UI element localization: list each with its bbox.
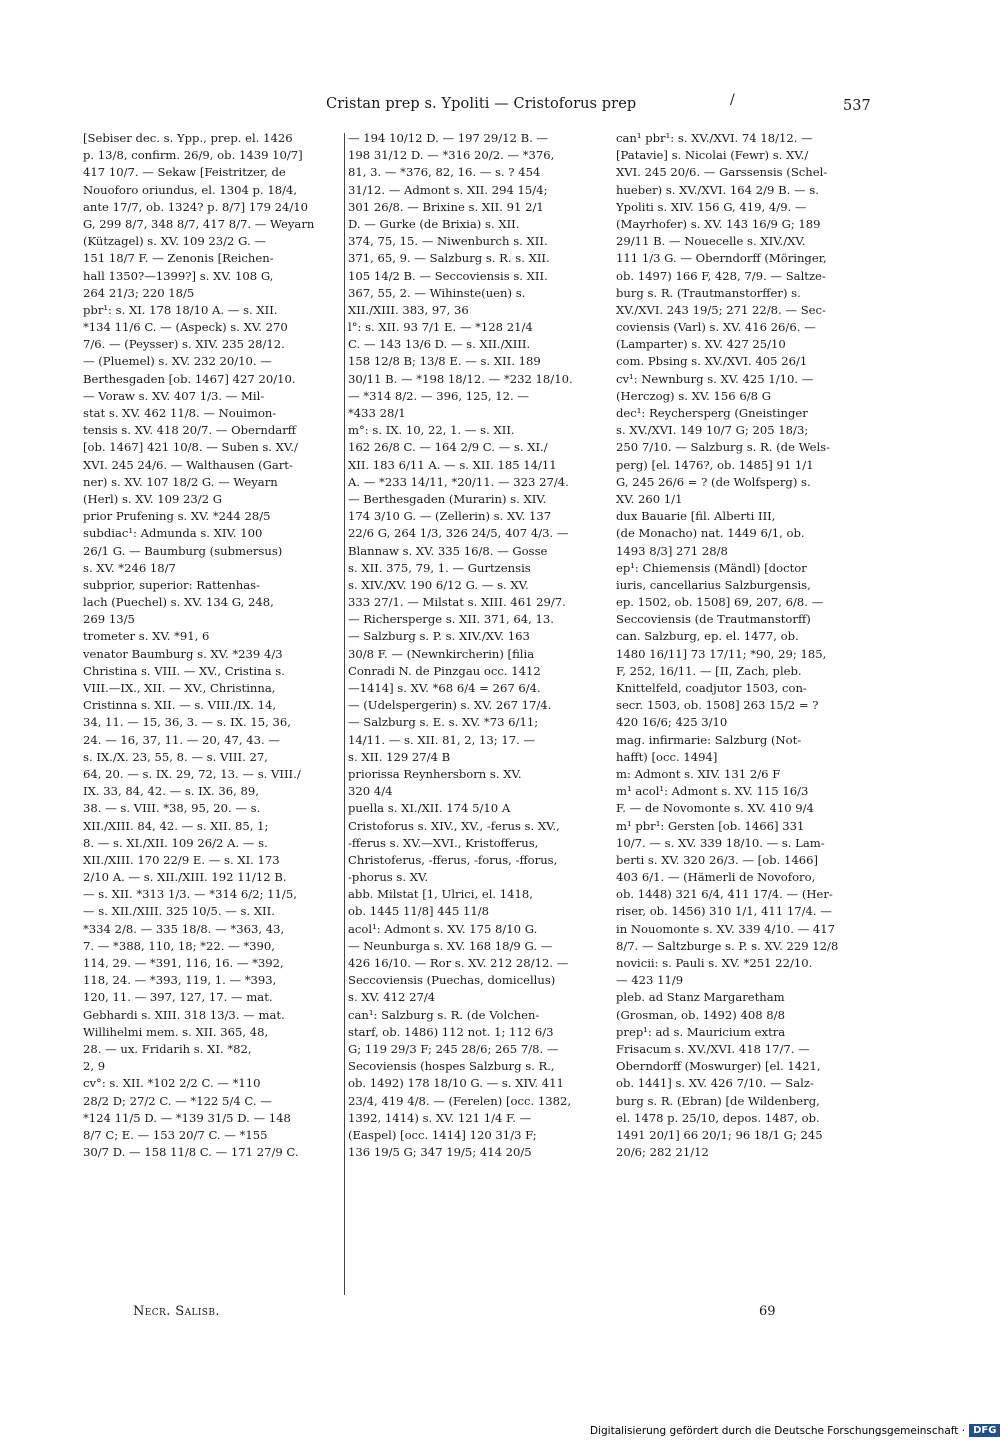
text-line: *134 11/6 C. — (Aspeck) s. XV. 270 [83, 320, 288, 335]
text-line: [ob. 1467] 421 10/8. — Suben s. XV./ [83, 440, 298, 455]
text-line: 371, 65, 9. — Salzburg s. R. s. XII. [348, 251, 550, 266]
text-line: F. — de Novomonte s. XV. 410 9/4 [616, 801, 814, 816]
text-line: F, 252, 16/11. — [II, Zach, pleb. [616, 663, 802, 678]
text-line: burg s. R. (Ebran) [de Wildenberg, [616, 1093, 820, 1108]
text-line: 8/7. — Saltzburge s. P. s. XV. 229 12/8 [616, 938, 839, 953]
text-line: Berthesgaden [ob. 1467] 427 20/10. [83, 371, 296, 386]
text-line: C. — 143 13/6 D. — s. XII./XIII. [348, 337, 531, 352]
text-line: novicii: s. Pauli s. XV. *251 22/10. [616, 956, 813, 970]
text-line: 1392, 1414) s. XV. 121 1/4 F. — [348, 1110, 532, 1125]
text-line: (Kützagel) s. XV. 109 23/2 G. — [83, 234, 266, 249]
text-line: 34, 11. — 15, 36, 3. — s. IX. 15, 36, [83, 715, 291, 730]
text-line: prep¹: ad s. Mauricium extra [616, 1024, 786, 1039]
text-line: — 423 11/9 [616, 973, 684, 988]
text-line: -fferus s. XV.—XVI., Kristofferus, [348, 835, 539, 850]
text-line: priorissa Reynhersborn s. XV. [348, 766, 522, 781]
text-line: Willihelmi mem. s. XII. 365, 48, [83, 1024, 269, 1039]
text-line: m¹ acol¹: Admont s. XV. 115 16/3 [616, 784, 809, 799]
text-column-3 [616, 130, 881, 1161]
text-line: p. 13/8, confirm. 26/9, ob. 1439 10/7] [83, 148, 303, 163]
text-line: starf, ob. 1486) 112 not. 1; 112 6/3 [348, 1024, 554, 1039]
text-line: (Herl) s. XV. 109 23/2 G [83, 491, 223, 506]
text-column-2 [348, 130, 613, 1161]
text-line: berti s. XV. 320 26/3. — [ob. 1466] [616, 852, 818, 867]
text-line: (Herczog) s. XV. 156 6/8 G [616, 388, 771, 403]
text-line: -phorus s. XV. [348, 870, 429, 885]
text-line: m¹ pbr¹: Gersten [ob. 1466] 331 [616, 818, 805, 833]
text-line: [Patavie] s. Nicolai (Fewr) s. XV./ [616, 148, 809, 163]
page-number: 537 [843, 98, 871, 114]
text-line: 250 7/10. — Salzburg s. R. (de Wels- [616, 440, 831, 455]
text-line: in Nouomonte s. XV. 339 4/10. — 417 [616, 921, 835, 936]
text-line: Conradi N. de Pinzgau occ. 1412 [348, 663, 541, 678]
text-line: s. XIV./XV. 190 6/12 G. — s. XV. [348, 577, 529, 592]
text-line: Christoferus, -fferus, -forus, -fforus, [348, 852, 558, 867]
text-line: Cristoforus s. XIV., XV., -ferus s. XV., [348, 818, 560, 833]
text-line: 64, 20. — s. IX. 29, 72, 13. — s. VIII./ [83, 766, 301, 781]
text-line: G, 299 8/7, 348 8/7, 417 8/7. — Weyarn [83, 216, 315, 231]
text-line: coviensis (Varl) s. XV. 416 26/6. — [616, 320, 816, 335]
text-line: Nouoforo oriundus, el. 1304 p. 18/4, [83, 182, 298, 197]
text-line: s. XII. 375, 79, 1. — Gurtzensis [348, 560, 531, 575]
text-line: — Neunburga s. XV. 168 18/9 G. — [348, 938, 553, 953]
text-line: cv°: s. XII. *102 2/2 C. — *110 [83, 1076, 261, 1091]
text-line: 111 1/3 G. — Oberndorff (Möringer, [616, 251, 827, 266]
text-line: 269 13/5 [83, 612, 135, 627]
text-line: 333 27/1. — Milstat s. XIII. 461 29/7. [348, 595, 566, 610]
text-line: can. Salzburg, ep. el. 1477, ob. [616, 629, 799, 644]
text-line: burg s. R. (Trautmanstorffer) s. [616, 285, 801, 300]
text-line: 136 19/5 G; 347 19/5; 414 20/5 [348, 1145, 532, 1160]
text-line: Secoviensis (hospes Salzburg s. R., [348, 1059, 555, 1074]
text-line: secr. 1503, ob. 1508] 263 15/2 = ? [616, 698, 819, 713]
text-line: IX. 33, 84, 42. — s. IX. 36, 89, [83, 784, 259, 799]
text-line: ob. 1448) 321 6/4, 411 17/4. — (Her- [616, 887, 833, 902]
text-line: m°: s. IX. 10, 22, 1. — s. XII. [348, 423, 515, 438]
text-line: 20/6; 282 21/12 [616, 1145, 709, 1160]
text-line: s. XV. *246 18/7 [83, 560, 176, 575]
text-line: Cristinna s. XII. — s. VIII./IX. 14, [83, 698, 277, 713]
footer-signature: Necr. Salisb. [133, 1304, 220, 1319]
text-line: (Mayrhofer) s. XV. 143 16/9 G; 189 [616, 216, 821, 231]
text-line: s. XII. 129 27/4 B [348, 749, 451, 764]
text-line: venator Baumburg s. XV. *239 4/3 [83, 646, 283, 661]
text-line: 8. — s. XI./XII. 109 26/2 A. — s. [83, 835, 268, 850]
text-line: 120, 11. — 397, 127, 17. — mat. [83, 990, 273, 1005]
text-line: 367, 55, 2. — Wihinste(uen) s. [348, 285, 526, 300]
text-line: s. XV./XVI. 149 10/7 G; 205 18/3; [616, 423, 809, 438]
text-line: (Lamparter) s. XV. 427 25/10 [616, 337, 786, 352]
text-line: [Sebiser dec. s. Ypp., prep. el. 1426 [83, 131, 293, 145]
text-line: 26/1 G. — Baumburg (submersus) [83, 543, 283, 558]
text-line: XII./XIII. 84, 42. — s. XII. 85, 1; [83, 818, 269, 833]
text-line: Gebhardi s. XIII. 318 13/3. — mat. [83, 1007, 285, 1022]
text-line: 198 31/12 D. — *316 20/2. — *376, [348, 148, 555, 163]
text-line: m: Admont s. XIV. 131 2/6 F [616, 766, 781, 781]
text-line: mag. infirmarie: Salzburg (Not- [616, 732, 802, 747]
text-line: — *314 8/2. — 396, 125, 12. — [348, 388, 529, 403]
text-line: ep¹: Chiemensis (Mändl) [doctor [616, 560, 807, 575]
text-line: cv¹: Newnburg s. XV. 425 1/10. — [616, 371, 814, 386]
text-line: 29/11 B. — Nouecelle s. XIV./XV. [616, 234, 806, 249]
text-line: ob. 1445 11/8] 445 11/8 [348, 904, 490, 919]
text-column-1 [83, 130, 341, 1161]
text-line: prior Prufening s. XV. *244 28/5 [83, 509, 271, 524]
dfg-logo-icon: DFG [969, 1424, 1000, 1437]
running-header-title: Cristan prep s. Ypoliti — Cristoforus prep [326, 96, 637, 112]
text-line: trometer s. XV. *91, 6 [83, 629, 210, 644]
text-line: 420 16/6; 425 3/10 [616, 715, 728, 730]
text-line: VIII.—IX., XII. — XV., Christinna, [83, 681, 276, 695]
header-mark: / [730, 92, 735, 108]
text-line: hueber) s. XV./XVI. 164 2/9 B. — s. [616, 182, 819, 197]
text-line: dec¹: Reychersperg (Gneistinger [616, 406, 808, 420]
text-line: 118, 24. — *393, 119, 1. — *393, [83, 973, 277, 988]
text-line: — Salzburg s. E. s. XV. *73 6/11; [348, 715, 539, 730]
text-line: acol¹: Admont s. XV. 175 8/10 G. [348, 921, 538, 936]
text-line: Blannaw s. XV. 335 16/8. — Gosse [348, 543, 548, 558]
text-line: 114, 29. — *391, 116, 16. — *392, [83, 956, 284, 970]
text-line: Christina s. VIII. — XV., Cristina s. [83, 663, 285, 678]
text-line: *433 28/1 [348, 406, 406, 420]
text-line: 14/11. — s. XII. 81, 2, 13; 17. — [348, 732, 536, 747]
text-line: el. 1478 p. 25/10, depos. 1487, ob. [616, 1110, 820, 1125]
text-line: 151 18/7 F. — Zenonis [Reichen- [83, 251, 274, 266]
funding-notice-text: Digitalisierung gefördert durch die Deutsche Forschungsgemeinschaft · [590, 1424, 966, 1437]
text-line: 1493 8/3] 271 28/8 [616, 543, 728, 558]
text-line: —1414] s. XV. *68 6/4 = 267 6/4. [348, 681, 541, 695]
text-line: s. XV. 412 27/4 [348, 990, 436, 1005]
text-line: XV./XVI. 243 19/5; 271 22/8. — Sec- [616, 302, 826, 317]
text-line: 24. — 16, 37, 11. — 20, 47, 43. — [83, 732, 281, 747]
text-line: — s. XII./XIII. 325 10/5. — s. XII. [83, 904, 275, 919]
text-line: Knittelfeld, coadjutor 1503, con- [616, 681, 807, 695]
text-line: 10/7. — s. XV. 339 18/10. — s. Lam- [616, 835, 825, 850]
text-line: — Voraw s. XV. 407 1/3. — Mil- [83, 388, 265, 403]
footer-sheet-number: 69 [759, 1304, 776, 1319]
text-line: 7. — *388, 110, 18; *22. — *390, [83, 938, 275, 953]
text-line: 2/10 A. — s. XII./XIII. 192 11/12 B. [83, 870, 287, 885]
text-line: 162 26/8 C. — 164 2/9 C. — s. XI./ [348, 440, 548, 455]
text-line: 38. — s. VIII. *38, 95, 20. — s. [83, 801, 261, 816]
text-line: ante 17/7, ob. 1324? p. 8/7] 179 24/10 [83, 199, 309, 214]
text-line: *124 11/5 D. — *139 31/5 D. — 148 [83, 1110, 291, 1125]
text-line: 174 3/10 G. — (Zellerin) s. XV. 137 [348, 509, 552, 524]
text-line: ob. 1441] s. XV. 426 7/10. — Salz- [616, 1076, 814, 1091]
text-line: can¹: Salzburg s. R. (de Volchen- [348, 1007, 540, 1022]
text-line: — Richersperge s. XII. 371, 64, 13. [348, 612, 554, 627]
text-line: com. Pbsing s. XV./XVI. 405 26/1 [616, 354, 808, 369]
text-line: puella s. XI./XII. 174 5/10 A [348, 801, 511, 816]
text-line: 320 4/4 [348, 784, 393, 799]
text-line: 403 6/1. — (Hämerli de Novoforo, [616, 870, 816, 885]
text-line: 31/12. — Admont s. XII. 294 15/4; [348, 182, 548, 197]
text-line: abb. Milstat [1, Ulrici, el. 1418, [348, 887, 533, 902]
text-line: ob. 1492) 178 18/10 G. — s. XIV. 411 [348, 1076, 564, 1091]
text-line: *334 2/8. — 335 18/8. — *363, 43, [83, 921, 285, 936]
text-line: 426 16/10. — Ror s. XV. 212 28/12. — [348, 956, 569, 970]
text-line: iuris, cancellarius Salzburgensis, [616, 577, 811, 592]
text-line: 264 21/3; 220 18/5 [83, 285, 195, 300]
text-line: XII. 183 6/11 A. — s. XII. 185 14/11 [348, 457, 557, 472]
text-line: G; 119 29/3 F; 245 28/6; 265 7/8. — [348, 1041, 559, 1056]
text-line: hafft) [occ. 1494] [616, 749, 718, 764]
text-line: lach (Puechel) s. XV. 134 G, 248, [83, 595, 274, 610]
text-line: ner) s. XV. 107 18/2 G. — Weyarn [83, 474, 278, 489]
text-line: XVI. 245 20/6. — Garssensis (Schel- [616, 165, 828, 180]
text-line: 23/4, 419 4/8. — (Ferelen) [occ. 1382, [348, 1093, 572, 1108]
text-line: 374, 75, 15. — Niwenburch s. XII. [348, 234, 548, 249]
text-line: 2, 9 [83, 1059, 106, 1074]
text-line: Oberndorff (Moswurger) [el. 1421, [616, 1059, 821, 1074]
text-line: — (Udelspergerin) s. XV. 267 17/4. [348, 698, 552, 713]
text-line: 30/11 B. — *198 18/12. — *232 18/10. [348, 371, 573, 386]
text-line: pbr¹: s. XI. 178 18/10 A. — s. XII. [83, 302, 278, 317]
funding-notice [590, 1424, 1000, 1437]
text-line: 105 14/2 B. — Seccoviensis s. XII. [348, 268, 548, 283]
text-line: A. — *233 14/11, *20/11. — 323 27/4. [348, 474, 569, 489]
text-line: 30/7 D. — 158 11/8 C. — 171 27/9 C. [83, 1145, 299, 1160]
text-line: 28/2 D; 27/2 C. — *122 5/4 C. — [83, 1093, 272, 1108]
text-line: ob. 1497) 166 F, 428, 7/9. — Saltze- [616, 268, 826, 283]
text-line: Ypoliti s. XIV. 156 G, 419, 4/9. — [616, 199, 807, 214]
text-line: XV. 260 1/1 [616, 491, 683, 506]
text-line: D. — Gurke (de Brixia) s. XII. [348, 216, 520, 231]
text-line: 417 10/7. — Sekaw [Feistritzer, de [83, 165, 286, 180]
text-line: 7/6. — (Peysser) s. XIV. 235 28/12. [83, 337, 285, 352]
text-line: — Berthesgaden (Murarin) s. XIV. [348, 491, 547, 506]
text-line: 1491 20/1] 66 20/1; 96 18/1 G; 245 [616, 1127, 823, 1142]
text-line: l°: s. XII. 93 7/1 E. — *128 21/4 [348, 320, 533, 335]
text-line: — 194 10/12 D. — 197 29/12 B. — [348, 131, 549, 145]
text-line: (de Monacho) nat. 1449 6/1, ob. [616, 526, 805, 541]
text-line: XII./XIII. 383, 97, 36 [348, 302, 469, 317]
text-line: — (Pluemel) s. XV. 232 20/10. — [83, 354, 272, 369]
text-line: can¹ pbr¹: s. XV./XVI. 74 18/12. — [616, 131, 813, 145]
text-line: 22/6 G, 264 1/3, 326 24/5, 407 4/3. — [348, 526, 569, 541]
text-line: 81, 3. — *376, 82, 16. — s. ? 454 [348, 165, 541, 180]
column-divider [344, 133, 345, 1295]
text-line: hall 1350?—1399?] s. XV. 108 G, [83, 268, 274, 283]
text-line: tensis s. XV. 418 20/7. — Oberndarff [83, 423, 296, 438]
text-line: pleb. ad Stanz Margaretham [616, 990, 785, 1005]
text-line: Frisacum s. XV./XVI. 418 17/7. — [616, 1041, 810, 1056]
text-line: 28. — ux. Fridarih s. XI. *82, [83, 1041, 252, 1056]
text-line: subdiac¹: Admunda s. XIV. 100 [83, 526, 263, 541]
text-line: XVI. 245 24/6. — Walthausen (Gart- [83, 457, 293, 472]
text-line: — Salzburg s. P. s. XIV./XV. 163 [348, 629, 530, 644]
text-line: (Easpel) [occ. 1414] 120 31/3 F; [348, 1127, 537, 1142]
text-line: 1480 16/11] 73 17/11; *90, 29; 185, [616, 646, 827, 661]
text-line: 8/7 C; E. — 153 20/7 C. — *155 [83, 1127, 268, 1142]
text-line: dux Bauarie [fil. Alberti III, [616, 509, 776, 524]
text-line: 30/8 F. — (Newnkircherin) [filia [348, 646, 535, 661]
text-line: 301 26/8. — Brixine s. XII. 91 2/1 [348, 199, 544, 214]
text-line: perg) [el. 1476?, ob. 1485] 91 1/1 [616, 457, 814, 472]
text-line: riser, ob. 1456) 310 1/1, 411 17/4. — [616, 904, 832, 919]
text-line: subprior, superior: Rattenhas- [83, 577, 260, 592]
text-line: stat s. XV. 462 11/8. — Nouimon- [83, 406, 277, 420]
text-line: Seccoviensis (de Trautmanstorff) [616, 612, 811, 627]
text-line: — s. XII. *313 1/3. — *314 6/2; 11/5, [83, 887, 297, 902]
text-line: (Grosman, ob. 1492) 408 8/8 [616, 1007, 785, 1022]
text-line: G, 245 26/6 = ? (de Wolfsperg) s. [616, 474, 811, 489]
text-line: ep. 1502, ob. 1508] 69, 207, 6/8. — [616, 595, 824, 610]
text-line: Seccoviensis (Puechas, domicellus) [348, 973, 556, 988]
text-line: s. IX./X. 23, 55, 8. — s. VIII. 27, [83, 749, 268, 764]
text-line: XII./XIII. 170 22/9 E. — s. XI. 173 [83, 852, 280, 867]
text-line: 158 12/8 B; 13/8 E. — s. XII. 189 [348, 354, 541, 369]
